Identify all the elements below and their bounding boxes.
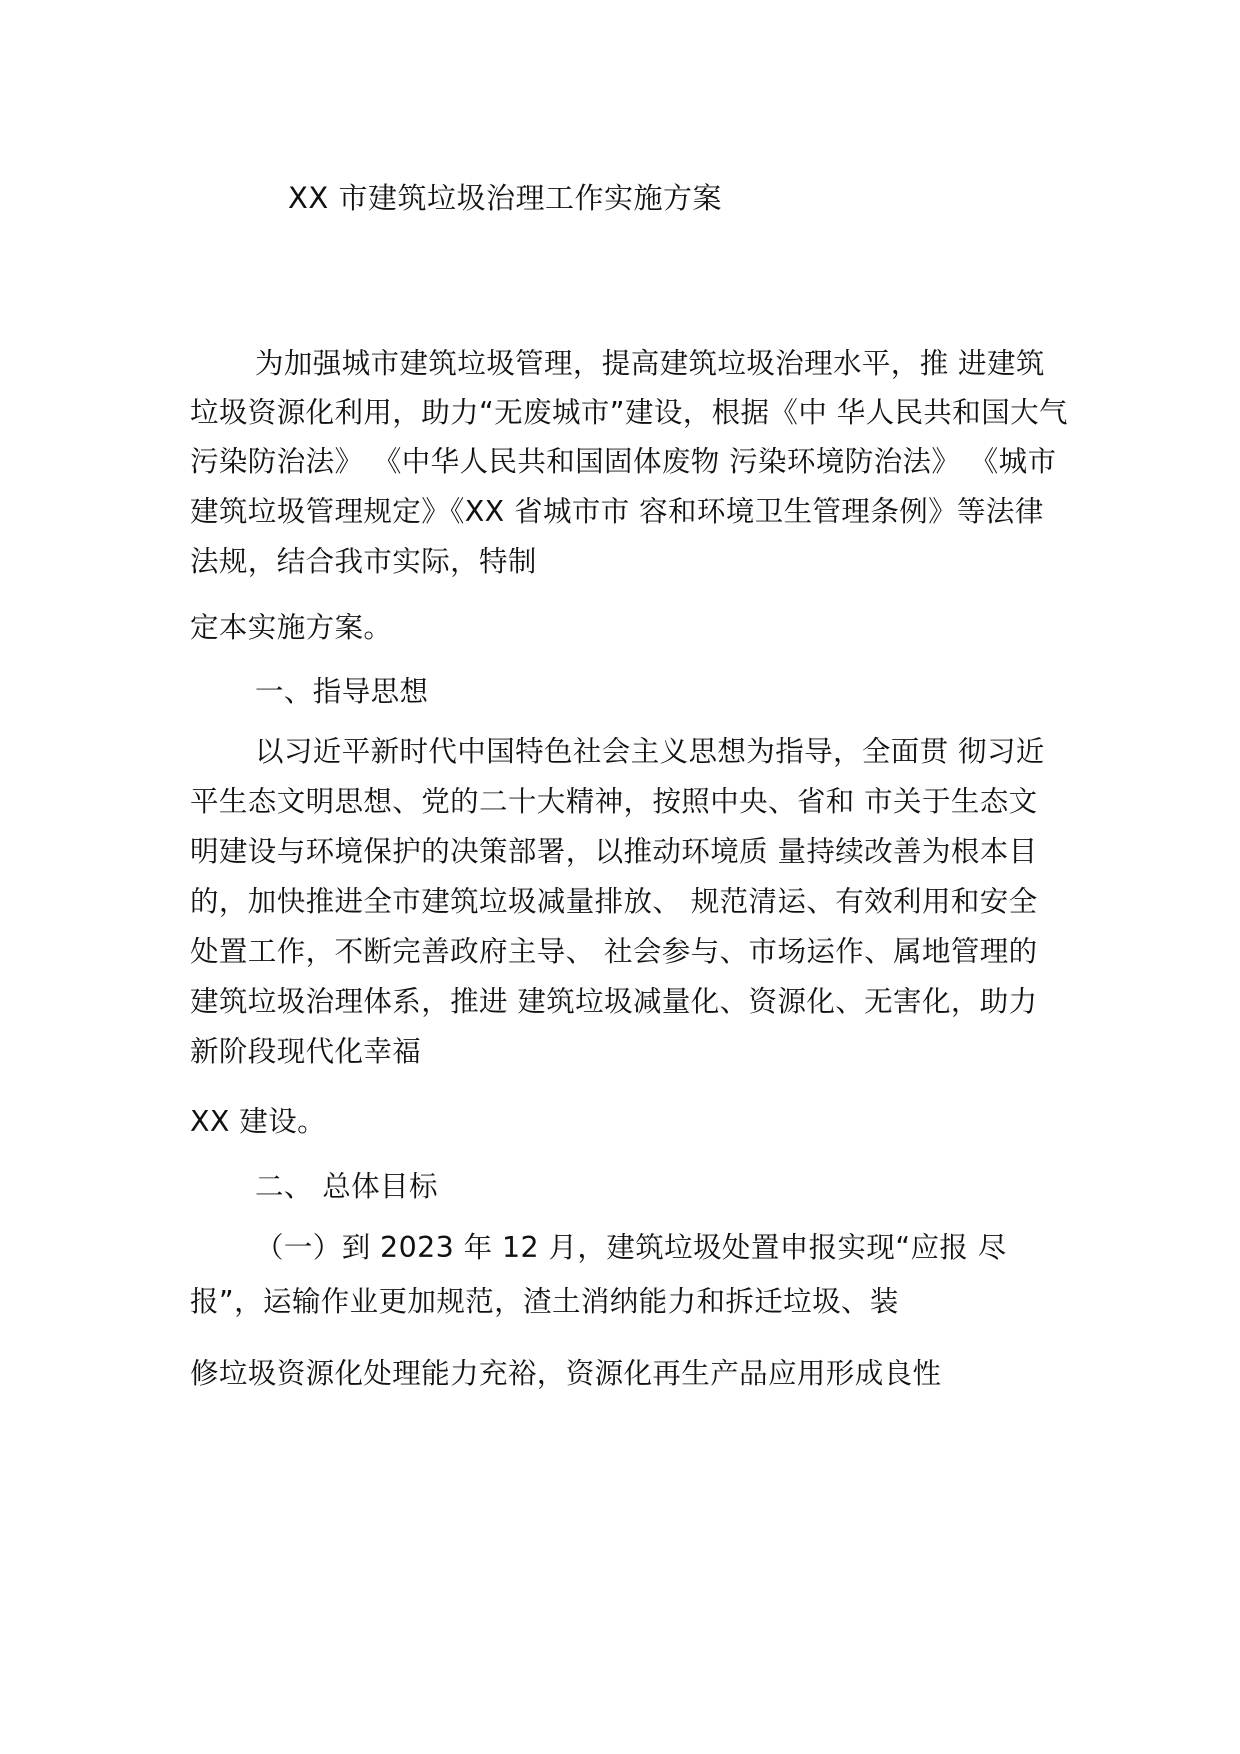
section-heading: 一、指导思想 xyxy=(255,675,429,708)
section-heading: 二、 总体目标 xyxy=(255,1170,438,1203)
paragraph-line: XX 建设。 xyxy=(190,1105,327,1138)
paragraph-line: （一）到 2023 年 12 月，建筑垃圾处置申报实现“应报 尽 xyxy=(255,1231,1007,1264)
paragraph-line: 的，加快推进全市建筑垃圾减量排放、 规范清运、有效利用和安全 xyxy=(190,885,1038,918)
paragraph-line: 新阶段现代化幸福 xyxy=(190,1035,422,1068)
paragraph-line: 处置工作，不断完善政府主导、 社会参与、市场运作、属地管理的 xyxy=(190,935,1038,968)
paragraph-line: 平生态文明思想、党的二十大精神，按照中央、省和 市关于生态文 xyxy=(190,785,1038,818)
paragraph-line: 报”，运输作业更加规范，渣土消纳能力和拆迁垃圾、装 xyxy=(190,1285,899,1318)
paragraph-line: 明建设与环境保护的决策部署，以推动环境质 量持续改善为根本目 xyxy=(190,835,1038,868)
paragraph-line: 法规，结合我市实际，特制 xyxy=(190,545,537,578)
paragraph-line: 修垃圾资源化处理能力充裕，资源化再生产品应用形成良性 xyxy=(190,1357,942,1390)
paragraph-line: 建筑垃圾管理规定》《XX 省城市市 容和环境卫生管理条例》等法律 xyxy=(190,495,1044,528)
paragraph-line: 定本实施方案。 xyxy=(190,611,393,644)
paragraph-line: 污染防治法》 《中华人民共和国固体废物 污染环境防治法》 《城市 xyxy=(190,445,1057,478)
paragraph-line: 以习近平新时代中国特色社会主义思想为指导，全面贯 彻习近 xyxy=(255,735,1045,768)
paragraph-line: 建筑垃圾治理体系，推进 建筑垃圾减量化、资源化、无害化，助力 xyxy=(190,985,1038,1018)
document-title: XX 市建筑垃圾治理工作实施方案 xyxy=(288,181,722,215)
paragraph-line: 为加强城市建筑垃圾管理，提高建筑垃圾治理水平，推 进建筑 xyxy=(255,347,1045,380)
paragraph-line: 垃圾资源化利用，助力“无废城市”建设，根据《中 华人民共和国大气 xyxy=(190,396,1068,429)
